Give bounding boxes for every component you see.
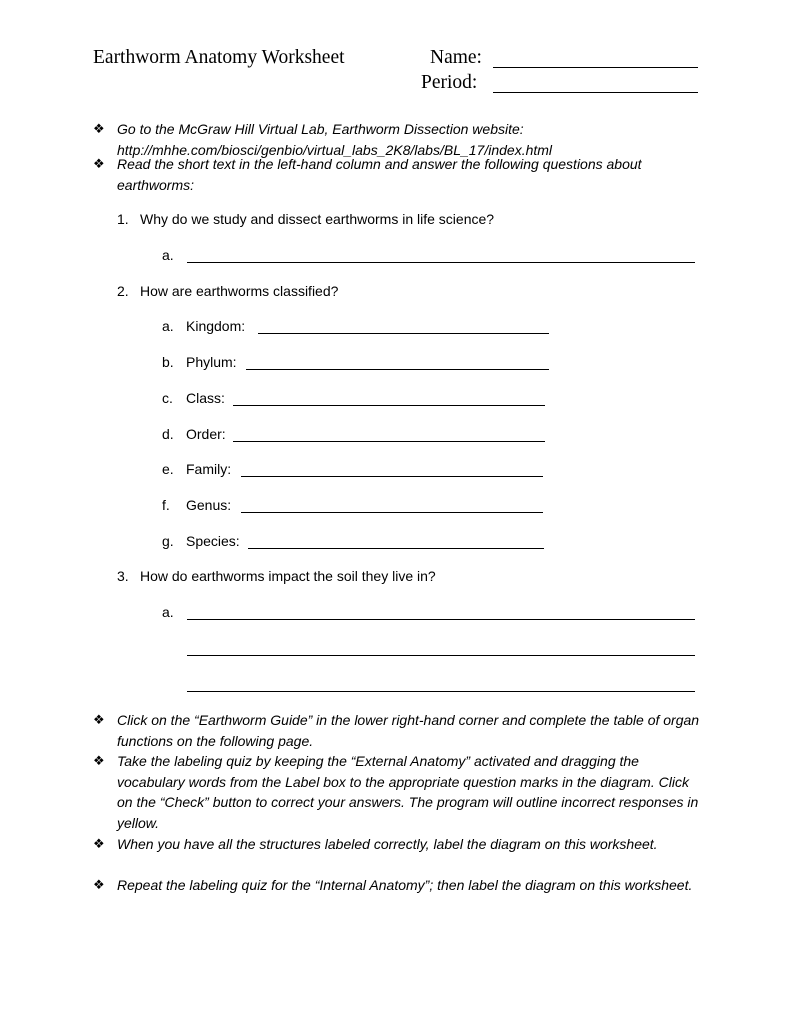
question-text: How are earthworms classified?	[140, 283, 339, 299]
answer-letter: f.	[162, 497, 170, 513]
period-blank	[493, 92, 698, 93]
answer-blank	[187, 262, 695, 263]
question-number: 1.	[117, 211, 129, 227]
answer-letter: b.	[162, 354, 174, 370]
order-blank	[233, 441, 545, 442]
name-label: Name:	[430, 47, 482, 68]
family-label: Family:	[186, 461, 232, 477]
question-text: How do earthworms impact the soil they live in?	[140, 568, 436, 584]
instruction-earthworm-guide: Click on the “Earthworm Guide” in the lower right-hand corner and complete the table of organ functions on the following page.	[117, 712, 700, 749]
answer-letter: e.	[162, 461, 174, 477]
bullet-icon: ❖	[93, 712, 105, 727]
order-label: Order:	[186, 426, 226, 442]
bullet-icon: ❖	[93, 877, 105, 892]
answer-blank	[187, 655, 695, 656]
species-label: Species:	[186, 533, 240, 549]
class-blank	[233, 405, 545, 406]
kingdom-blank	[258, 333, 549, 334]
kingdom-label: Kingdom:	[186, 318, 246, 334]
worksheet-title: Earthworm Anatomy Worksheet	[93, 47, 345, 68]
bullet-icon: ❖	[93, 753, 105, 768]
genus-blank	[241, 512, 543, 513]
phylum-label: Phylum:	[186, 354, 237, 370]
intro-instruction-1: Go to the McGraw Hill Virtual Lab, Earthworm Dissection website: http://mhhe.com/biosci/genbio/virtual_labs_2K8/labs/BL_17/index.html	[117, 121, 553, 158]
answer-letter: a.	[162, 318, 174, 334]
answer-letter: a.	[162, 247, 174, 263]
instruction-internal-anatomy: Repeat the labeling quiz for the “Internal Anatomy”; then label the diagram on this worksheet.	[117, 877, 693, 893]
question-text: Why do we study and dissect earthworms in life science?	[140, 211, 495, 227]
bullet-icon: ❖	[93, 836, 105, 851]
question-number: 2.	[117, 283, 129, 299]
question-number: 3.	[117, 568, 129, 584]
answer-letter: a.	[162, 604, 174, 620]
answer-blank	[187, 691, 695, 692]
instruction-external-anatomy: Take the labeling quiz by keeping the “External Anatomy” activated and dragging the vocabulary words from the Label box to the appropriate question marks in the diagram. Click on the “Check” button to correct your answers. The program will outline incorrect responses in yellow.	[117, 753, 699, 831]
name-blank	[493, 67, 698, 68]
period-label: Period:	[421, 72, 478, 93]
bullet-icon: ❖	[93, 121, 105, 136]
instruction-label-diagram: When you have all the structures labeled correctly, label the diagram on this worksheet.	[117, 836, 658, 852]
answer-blank	[187, 619, 695, 620]
intro-instruction-2: Read the short text in the left-hand column and answer the following questions about earthworms:	[117, 156, 642, 193]
answer-letter: g.	[162, 533, 174, 549]
answer-letter: c.	[162, 390, 173, 406]
family-blank	[241, 476, 543, 477]
class-label: Class:	[186, 390, 225, 406]
genus-label: Genus:	[186, 497, 232, 513]
species-blank	[248, 548, 544, 549]
phylum-blank	[246, 369, 549, 370]
bullet-icon: ❖	[93, 156, 105, 171]
answer-letter: d.	[162, 426, 174, 442]
